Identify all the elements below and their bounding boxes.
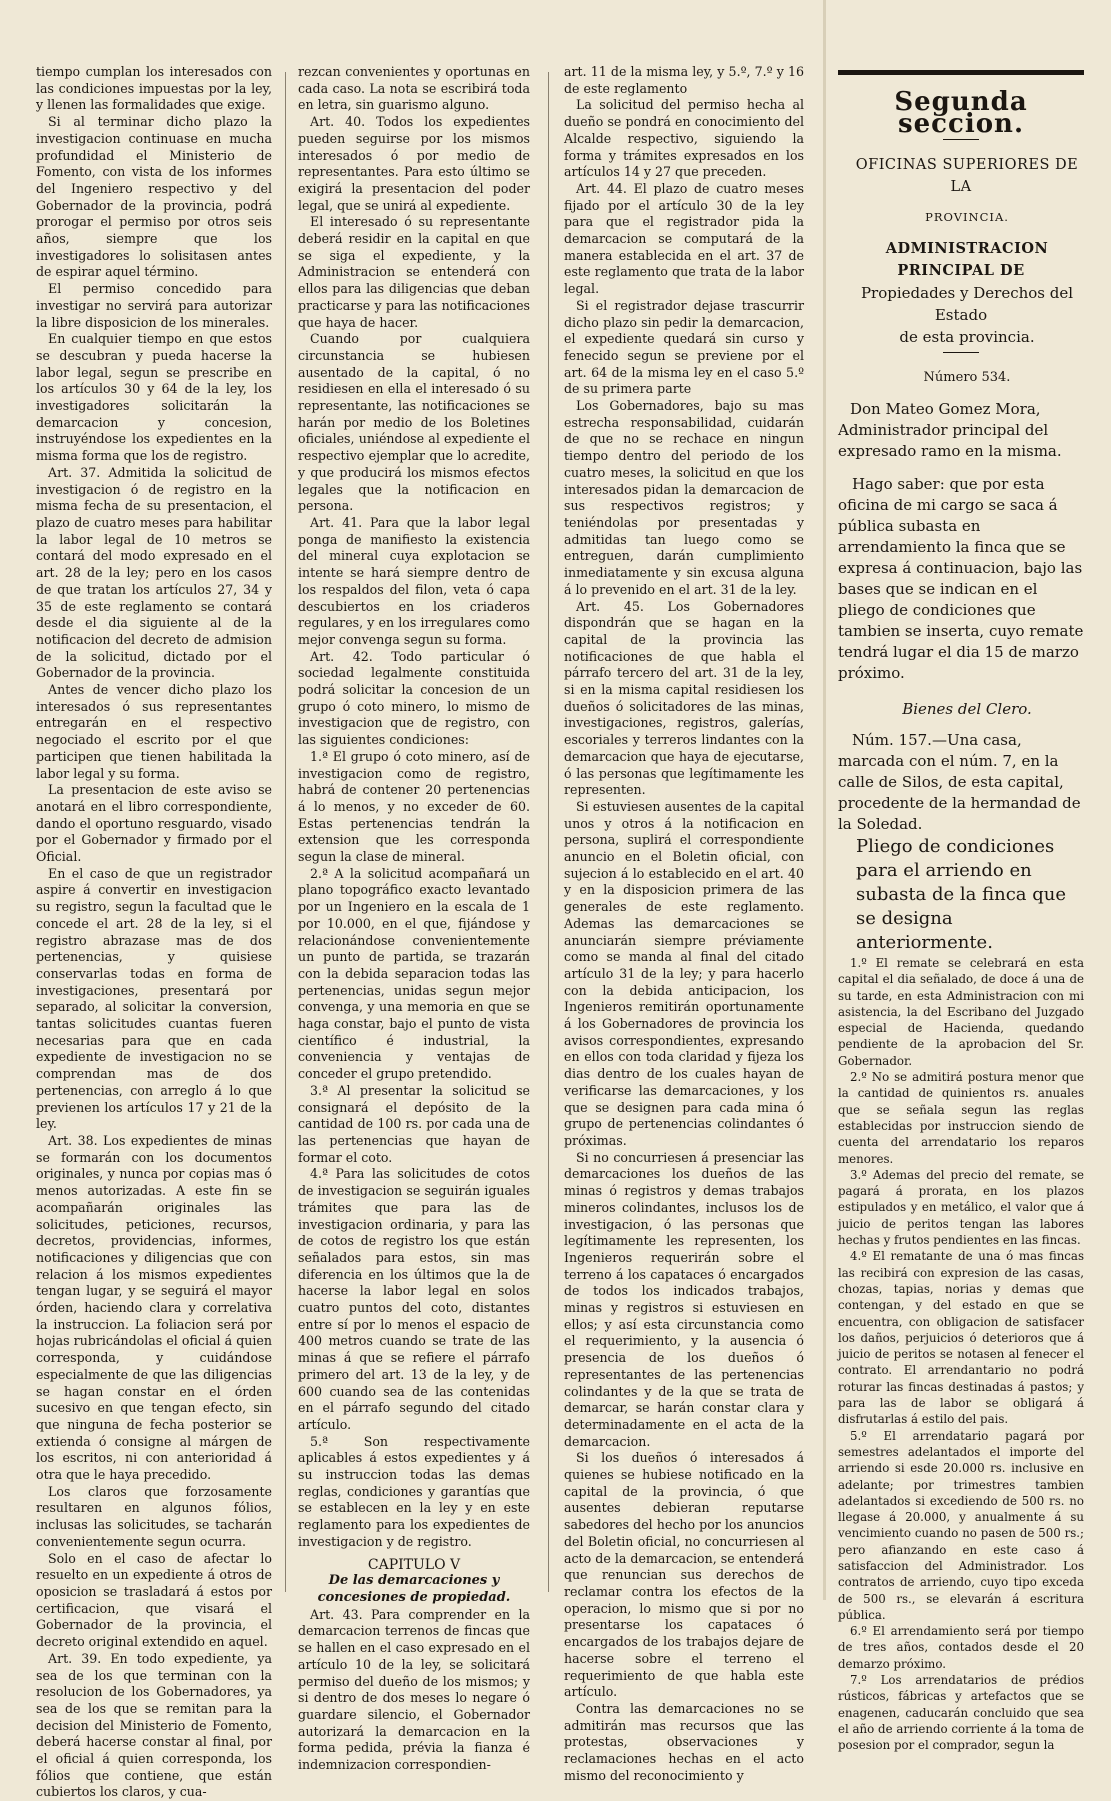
paragraph: Si estuviesen ausentes de la capital unos y otros á la notificacion en persona, suplirá el correspondiente anuncio en el Boletin oficial, con sujecion á lo establecido en el art. 40 y en la disposicion primera de las generales de este reglamento. Ademas las demarcaciones se anunciarán siempre préviamente como se manda al final del citado artículo 31 de la ley; y para hacerlo con la debida anticipacion, los Ingenieros remitirán oportunamente á los Gobernadores de provincia los avisos correspondientes, expresando en ellos con toda claridad y fijeza los dias dentro de los cuales hayan de verificarse las demarcaciones, y los que se designen para cada mina ó grupo de pertenencias colindantes ó próximas. bbox=[564, 798, 804, 1148]
paragraph: art. 11 de la misma ley, y 5.º, 7.º y 16 de este reglamento bbox=[564, 64, 804, 96]
paragraph: La solicitud del permiso hecha al dueño se pondrá en conocimiento del Alcalde respectivo, siguiendo la forma y trámites expresados en los artículos 14 y 27 que preceden. bbox=[564, 97, 804, 180]
paragraph: Si no concurriesen á presenciar las demarcaciones los dueños de las minas ó registros y demas trabajos mineros colindantes, inclusos los de investigacion, ó las personas que legítimamente les representen, los Ingenieros requerirán sobre el terreno á los capataces ó encargados de todos los indicados trabajos, minas y registros si estuviesen en ellos; y así esta circunstancia como el requerimiento, y la ausencia ó presencia de los dueños ó representantes de las pertenencias colindantes y de la que se trata de demarcar, se harán constar clara y determinadamente en el acta de la demarcacion. bbox=[564, 1149, 804, 1449]
paragraph: Si los dueños ó interesados á quienes se hubiese notificado en la capital de la provincia, ó que ausentes debieran reputarse sabedores del hecho por los anuncios del Boletin oficial, no concurriesen al acto de la demarcacion, se entenderá que renuncian sus derechos de reclamar contra los efectos de la operacion, lo mismo que si por no presentarse los capataces ó encargados de los trabajos dejare de hacerse sobre el terreno el requerimiento de que habla este artículo. bbox=[564, 1450, 804, 1700]
paragraph: Si al terminar dicho plazo la investigacion continuase en mucha profundidad el Ministerio de Fomento, con vista de los informes del Ingeniero respectivo y del Gobernador de la provincia, podrá prorogar el permiso por otros seis años, siempre que los investigadores lo solisitasen antes de espirar aquel término. bbox=[36, 114, 272, 280]
article-paragraph: Art. 43. Para comprender en la demarcacion terrenos de fincas que se hallen en el caso expresado en el artículo 10 de la ley, se solicitará permiso del dueño de los mismos; y si dentro de dos meses lo negare ó guardare silencio, el Gobernador autorizará la demarcacion en la forma pedida, prévia la fianza é indemnizacion correspondien- bbox=[298, 1606, 530, 1773]
article-paragraph: Art. 41. Para que la labor legal ponga de manifiesto la existencia del mineral cuya explotacion se intente se hará siempre dentro de los respaldos del filon, veta ó capa descubiertos en los criaderos regulares, y en los irregulares como mejor convenga segun su forma. bbox=[298, 514, 530, 647]
paragraph: Antes de vencer dicho plazo los interesados ó sus representantes entregarán en el respectivo negociado el escrito por el que participen que tienen habilitada la labor legal y su forma. bbox=[36, 682, 272, 781]
office-heading: OFICINAS SUPERIORES DE LA bbox=[855, 157, 1079, 195]
paragraph: El interesado ó su representante deberá residir en la capital en que se siga el expediente, y la Administracion se entenderá con ellos para las diligencias que deban practicarse y para las notificaciones que haya de hacer. bbox=[298, 214, 530, 330]
admin-subheading-2: de esta provincia. bbox=[899, 328, 1035, 346]
column-3 bbox=[564, 64, 804, 1783]
column-divider bbox=[548, 72, 549, 1592]
article-paragraph: Art. 39. En todo expediente, ya sea de los que terminan con la resolucion de los Gobernadores, ya sea de los que se remitan para la decision del Ministerio de Fomento, deberá hacerse constar al final, por el oficial á quien corresponda, los fólios que contiene, que están cubiertos los claros, y cua- bbox=[36, 1650, 272, 1800]
paragraph: Solo en el caso de afectar lo resuelto en un expediente á otros de oposicion se trasladará á estos por certificacion, que visará el Gobernador de la provincia, el decreto original extendido en aquel. bbox=[36, 1550, 272, 1650]
article-paragraph: Art. 42. Todo particular ó sociedad legalmente constituida podrá solicitar la concesion de un grupo ó coto minero, lo mismo de investigacion que de registro, con las siguientes condiciones: bbox=[298, 648, 530, 748]
conditions-list bbox=[838, 955, 1084, 1754]
condition-item: 6.º El arrendamiento será por tiempo de tres años, contados desde el 20 demarzo próximo. bbox=[838, 1624, 1084, 1671]
paragraph: tiempo cumplan los interesados con las condiciones impuestas por la ley, y llenen las formalidades que exige. bbox=[36, 64, 272, 113]
paragraph: rezcan convenientes y oportunas en cada caso. La nota se escribirá toda en letra, sin guarismo alguno. bbox=[298, 64, 530, 113]
divider bbox=[943, 139, 979, 140]
article-paragraph: Art. 38. Los expedientes de minas se formarán con los documentos originales, y nunca por copias mas ó menos autorizadas. A este fin se acompañarán originales las solicitudes, peticiones, recursos, decretos, providencias, informes, notificaciones y diligencias que con relacion á los mismos expedientes tengan lugar, y se seguirá el mayor órden, haciendo clara y correlativa la instruccion. La foliacion será por hojas rubricándolas el oficial á quien corresponda, y cuidándose especialmente de que las diligencias se hagan constar en el órden sucesivo en que tengan efecto, sin que ninguna de fecha posterior se extienda ó consigne al márgen de los escritos, ni con anterioridad á otra que le haya precedido. bbox=[36, 1133, 272, 1483]
column-4 bbox=[838, 64, 1084, 1753]
paragraph: La presentacion de este aviso se anotará en el libro correspondiente, dando el oportuno resguardo, visado por el Gobernador y firmado por el Oficial. bbox=[36, 782, 272, 865]
condition-paragraph: 3.ª Al presentar la solicitud se consignará el depósito de la cantidad de 100 rs. por cada una de las pertenencias que hayan de formar el coto. bbox=[298, 1082, 530, 1165]
condition-item: 4.º El rematante de una ó mas fincas las recibirá con expresion de las casas, chozas, tapias, norias y demas que contengan, y del estado en que se encuentra, con obligacion de satisfacer los daños, perjuicios ó deterioros que á juicio de peritos se notasen al fenecer el contrato. El arrendantario no podrá roturar las fincas destinadas á pastos; y para las de labor se obligará á disfrutarlas á estilo del pais. bbox=[838, 1249, 1084, 1427]
article-paragraph: Art. 44. El plazo de cuatro meses fijado por el artículo 30 de la ley para que el registrador pida la demarcacion se computará de la manera establecida en el art. 37 de este reglamento que trata de la labor legal. bbox=[564, 180, 804, 297]
paragraph: En cualquier tiempo en que estos se descubran y pueda hacerse la labor legal, segun se prescribe en los artículos 30 y 64 de la ley, los investigadores solicitarán la demarcacion y concesion, instruyéndose los expedientes en la misma forma que los de registro. bbox=[36, 331, 272, 464]
condition-paragraph: 2.ª A la solicitud acompañará un plano topográfico exacto levantado por un Ingeniero en la escala de 1 por 10.000, en el que, fijándose y relacionándose convenientemente un punto de partida, se trazarán con la debida separacion todas las pertenencias, unidas segun mejor convenga, y una memoria en que se haga constar, bajo el punto de vista científico é industrial, la conveniencia y ventajas de conceder el grupo pretendido. bbox=[298, 865, 530, 1082]
article-paragraph: Art. 45. Los Gobernadores dispondrán que se hagan en la capital de la provincia las notificaciones de que habla el párrafo tercero del art. 31 de la ley, si en la misma capital residiesen los dueños ó solicitadores de las minas, investigaciones, registros, galerías, escoriales y terreros lindantes con la demarcacion que haya de ejecutarse, ó las personas que legítimamente les representen. bbox=[564, 598, 804, 798]
column-divider bbox=[285, 72, 286, 1592]
paragraph: Si el registrador dejase trascurrir dicho plazo sin pedir la demarcacion, el expediente quedará sin curso y fenecido segun se previene por el art. 64 de la misma ley en el caso 5.º de su primera parte bbox=[564, 297, 804, 397]
divider bbox=[943, 352, 979, 353]
paragraph: Los Gobernadores, bajo su mas estrecha responsabilidad, cuidarán de que no se rechace en ningun tiempo dentro del periodo de los cuatro meses, la solicitud en que los interesados pidan la demarcacion de sus respectivos registros; y teniéndolas por presentadas y admitidas tan luego como se entreguen, darán cumplimiento inmediatamente y sin excusa alguna á lo prevenido en el art. 31 de la ley. bbox=[564, 398, 804, 597]
paragraph: Cuando por cualquiera circunstancia se hubiesen ausentado de la capital, ó no residiesen en ella el interesado ó su representante, las notificaciones se harán por medio de los Boletines oficiales, uniéndose al expediente el respectivo ejemplar que lo acredite, y que producirá los mismos efectos legales que la notificacion en persona. bbox=[298, 331, 530, 514]
goods-heading: Bienes del Clero. bbox=[902, 700, 1032, 718]
condition-item: 7.º Los arrendatarios de prédios rústicos, fábricas y artefactos que se enagenen, caducarán concluido que sea el año de arriendo corriente á la toma de posesion por el comprador, segun la bbox=[838, 1673, 1084, 1753]
notice-text: Hago saber: que por esta oficina de mi cargo se saca á pública subasta en arrendamiento la finca que se expresa á continuacion, bajo las bases que se indican en el pliego de condiciones que tambien se inserta, cuyo remate tendrá lugar el dia 15 de marzo próximo. bbox=[838, 475, 1084, 682]
chapter-heading: CAPITULO V bbox=[367, 1556, 461, 1573]
column-2 bbox=[298, 64, 530, 1773]
condition-paragraph: 4.ª Para las solicitudes de cotos de investigacion se seguirán iguales trámites que para las de investigacion ordinaria, y para las de cotos de registro los que están señalados para estos, sin mas diferencia en los últimos que la de hacerse la labor legal en solos cuatro puntos del coto, distantes entre sí por lo menos el espacio de 400 metros cuando se trate de las minas á que se refiere el párrafo primero del art. 13 de la ley, y de 600 cuando sea de las contenidas en el párrafo segundo del citado artículo. bbox=[298, 1166, 530, 1432]
condition-item: 2.º No se admitirá postura menor que la cantidad de quinientos rs. anuales que se señala segun las reglas establecidas por instruccion siendo de cuenta del arrendatario los reparos menores. bbox=[838, 1070, 1084, 1166]
condition-item: 1.º El remate se celebrará en esta capital el dia señalado, de doce á una de su tarde, en esta Administracion con mi asistencia, la del Escribano del Juzgado especial de Hacienda, quedando pendiente de la aprobacion del Sr. Gobernador. bbox=[838, 956, 1084, 1068]
chapter-subtitle: De las demarcaciones y concesiones de propiedad. bbox=[317, 1573, 511, 1605]
section-top-rule bbox=[838, 70, 1084, 75]
paragraph: El permiso concedido para investigar no servirá para autorizar la libre disposicion de los minerales. bbox=[36, 281, 272, 330]
column-1 bbox=[36, 64, 272, 1800]
paragraph: En el caso de que un registrador aspire á convertir en investigacion su registro, segun la facultad que le concede el art. 28 de la ley, si el registro abrazase mas de dos pertenencias, y quisiese conservarlas todas en forma de investigaciones, presentará por separado, al solicitar la conversion, tantas solicitudes cuantas fueren necesarias para que en cada expediente de investigacion no se comprendan mas de dos pertenencias, con arreglo á lo que previenen los artículos 17 y 21 de la ley. bbox=[36, 865, 272, 1132]
condition-paragraph: 5.ª Son respectivamente aplicables á estos expedientes y á su instruccion todas las demas reglas, condiciones y garantías que se establecen en la ley y en este reglamento para los expedientes de investigacion y de registro. bbox=[298, 1433, 530, 1549]
condition-item: 5.º El arrendatario pagará por semestres adelantados el importe del arriendo si esde 20.000 rs. inclusive en adelante; por trimestres tambien adelantados si excediendo de 500 rs. no llegase á 20.000, y anualmente á su vencimiento cuando no pasen de 500 rs.; pero afianzando en este caso á satisfaccion del Administrador. Los contratos de arriendo, cuyo tipo exceda de 500 rs., se elevarán á escritura pública. bbox=[838, 1428, 1084, 1622]
article-paragraph: Art. 37. Admitida la solicitud de investigacion ó de registro en la misma fecha de su presentacion, el plazo de cuatro meses para habilitar la labor legal de 10 metros se contará del modo expresado en el art. 28 de la ley; pero en los casos de que tratan los artículos 27, 34 y 35 de este reglamento se contará desde el dia siguiente al de la notificacion del decreto de admision de la solicitud, dictado por el Gobernador de la provincia. bbox=[36, 464, 272, 681]
administrator-intro: Don Mateo Gomez Mora, Administrador principal del expresado ramo en la misma. bbox=[838, 400, 1062, 460]
admin-subheading: Propiedades y Derechos del Estado bbox=[860, 284, 1074, 324]
article-paragraph: Art. 40. Todos los expedientes pueden seguirse por los mismos interesados ó por medio de representantes. Para esto último se exigirá la presentacion del poder legal, que se unirá al expediente. bbox=[298, 114, 530, 213]
office-heading-2: PROVINCIA. bbox=[925, 210, 1009, 224]
paragraph: Los claros que forzosamente resultaren en algunos fólios, inclusas las solicitudes, se tacharán convenientemente segun ocurra. bbox=[36, 1483, 272, 1549]
condition-item: 3.º Ademas del precio del remate, se pagará á prorata, en los plazos estipulados y en metálico, el valor que á juicio de peritos tengan las labores hechas y frutos pendientes en las fincas. bbox=[838, 1167, 1084, 1248]
conditions-heading: Pliego de condiciones para el arriendo en subasta de la finca que se designa anteriormente. bbox=[856, 836, 1067, 953]
page-fold-shadow bbox=[823, 0, 826, 1600]
paragraph: Contra las demarcaciones no se admitirán mas recursos que las protestas, observaciones y reclamaciones hechas en el acto mismo del reconocimiento y bbox=[564, 1700, 804, 1783]
condition-paragraph: 1.ª El grupo ó coto minero, así de investigacion como de registro, habrá de contener 20 pertenencias á lo menos, y no exceder de 60. Estas pertenencias tendrán la extension que les corresponda segun la clase de mineral. bbox=[298, 748, 530, 865]
goods-item: Núm. 157.—Una casa, marcada con el núm. 7, en la calle de Silos, de esta capital, procedente de la hermandad de la Soledad. bbox=[838, 731, 1081, 833]
admin-heading: ADMINISTRACION PRINCIPAL DE bbox=[885, 240, 1049, 279]
notice-number: Número 534. bbox=[923, 370, 1011, 385]
section-title: Segunda seccion. bbox=[894, 87, 1028, 139]
